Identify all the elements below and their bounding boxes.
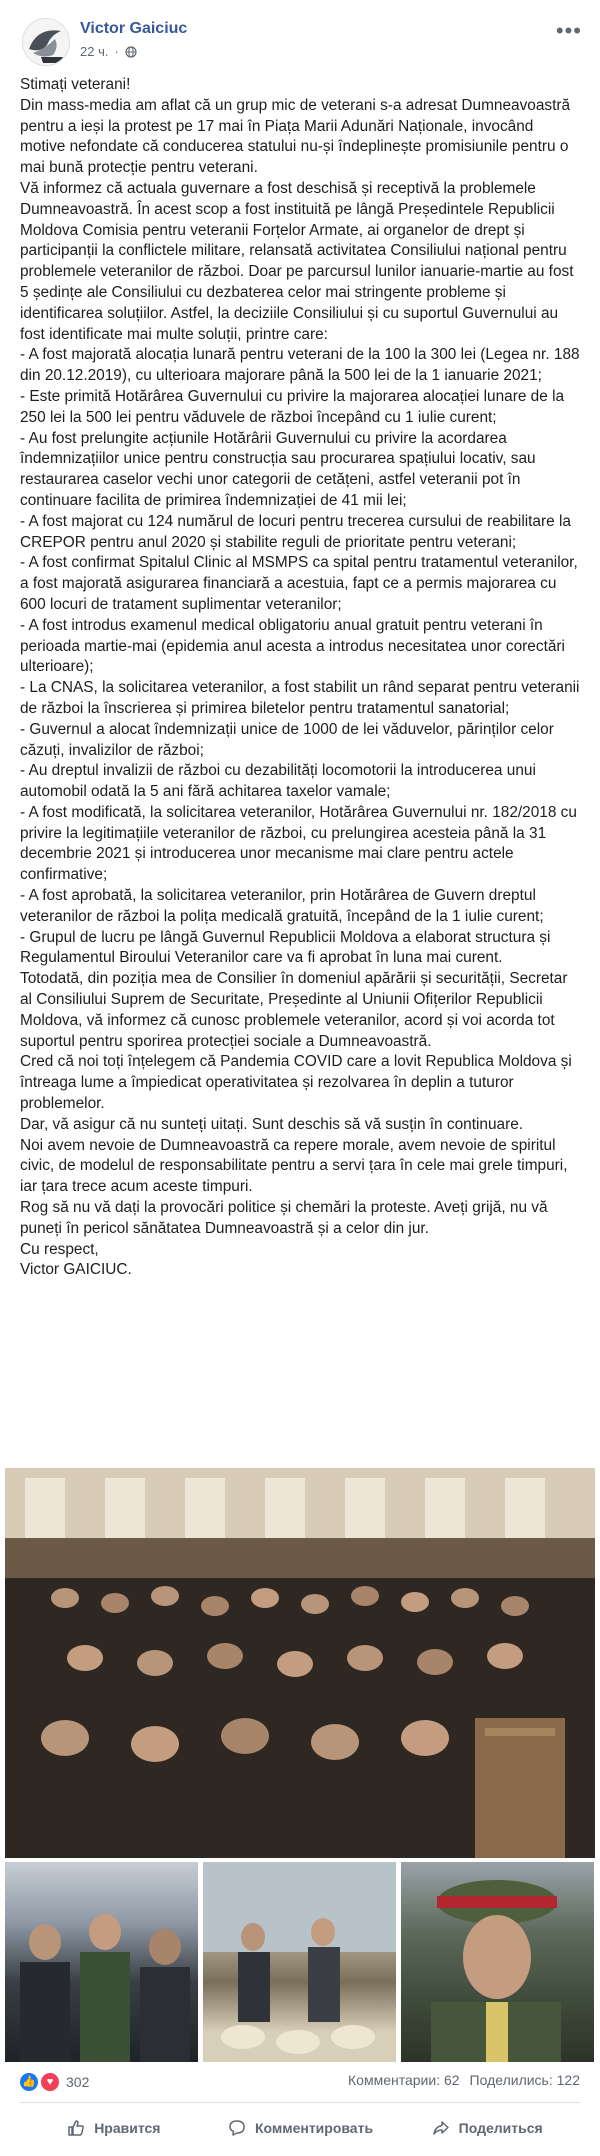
post-paragraph: - Au fost prelungite acțiunile Hotărârii Guvernului cu privire la acordarea îndemnizațiilor unice pentru construcția sau procurarea spațiului locativ, sau restaurarea caselor vechi unor categorii de cetățeni, astfel veteranii pot în continuare facilita de primirea îndemnizației de 41 mii lei; (20, 429, 536, 509)
assembly-hall-image (5, 1468, 595, 1858)
post-paragraph: Din mass-media am aflat că un grup mic de veterani s-a adresat Dumneavoastră pentru a ieși la protest pe 17 mai în Piața Marii Adunări Naționale, invocând motive nefondate că conducerea statului nu-și îndeplinește promisiunile pentru o mai bună protecție pentru veterani. (20, 96, 571, 177)
share-icon (431, 2118, 451, 2138)
general-uniform-image (401, 1862, 594, 2062)
actions-divider (20, 2102, 580, 2103)
engagement-counts (348, 2072, 580, 2088)
avatar-emblem-icon (23, 19, 70, 66)
post-paragraph: Cu respect, (20, 1240, 99, 1258)
photo-veterans-outdoor[interactable] (5, 1862, 198, 2062)
like-reaction-icon: 👍 (20, 2073, 38, 2091)
post-paragraph: - A fost aprobată, la solicitarea veteranilor, prin Hotărârea de Guvern dreptul veteranilor de război la polița medicală gratuită, începând de la 1 iulie curent; (20, 887, 544, 925)
photo-aid-packages[interactable] (203, 1862, 396, 2062)
post-paragraph: Cred că noi toți înțelegem că Pandemia COVID care a lovit Republica Moldova și întreaga lume a împiedicat operativitatea și rezolvarea în deplin a tuturor problemelor. (20, 1053, 572, 1113)
like-label: Нравится (94, 2120, 161, 2136)
comment-label: Комментировать (254, 2120, 374, 2136)
photo-assembly-hall[interactable] (5, 1468, 595, 1858)
post-timestamp[interactable]: 22 ч. (80, 44, 109, 59)
veterans-outdoor-image (5, 1862, 198, 2062)
author-name[interactable]: Victor Gaiciuc (80, 20, 188, 37)
post-paragraph: Vă informez că actuala guvernare a fost deschisă și receptivă la problemele Dumneavoastră. În acest scop a fost instituită pe lângă Președintele Republicii Moldova Comisia pentru veteranii Forțelor Armate, ai organelor de drept și participanții la conflictele militare, relansată activitatea Consiliului național pentru problemele veteranilor de război. Doar pe parcursul lunilor ianuarie-martie au fost 5 ședințe ale Consiliului cu dezbaterea celor mai stringente probleme și identificarea soluțiilor. Astfel, la deciziile Consiliului și cu suportul Guvernului au fost identificate mai multe soluții, printre care: (20, 179, 574, 343)
aid-packages-image (203, 1862, 396, 2062)
post-paragraph: - Au dreptul invalizii de război cu dezabilități locomotorii la introducerea unui automobil odată la 5 ani fără achitarea taxelor vamale; (20, 762, 536, 801)
post-paragraph: - A fost confirmat Spitalul Clinic al MSMPS ca spital pentru tratamentul veteranilor, a fost majorată asigurarea financiară a acestuia, fapt ce a permis majorarea cu 600 locuri de tratament suplimentar veteranilor; (20, 554, 578, 613)
post-paragraph: - Este primită Hotărârea Guvernului cu privire la majorarea alocației lunare de la 250 lei la 500 lei pentru văduvele de război începând cu 1 iulie curent; (20, 387, 565, 426)
post-paragraph: Totodată, din poziția mea de Consilier în domeniul apărării și securității, Secretar al Consiliului Suprem de Securitate, Președinte al Uniunii Ofițerilor Republicii Moldova, vă informez că cunosc problemele veteranilor, acord și voi acorda tot suportul pentru sporirea protecției sociale a Dumneavoastră. (20, 970, 568, 1050)
photo-general-uniform[interactable] (401, 1862, 594, 2062)
comment-icon (227, 2118, 247, 2138)
reactions-summary[interactable] (20, 2072, 89, 2092)
love-reaction-icon: ♥ (40, 2072, 60, 2092)
thumbs-up-icon (66, 2118, 86, 2138)
post-paragraph: - La CNAS, la solicitarea veteranilor, a fost stabilit un rând separat pentru veteranii de război la înscrierea și primirea biletelor pentru tratamentul sanatorial; (20, 679, 580, 717)
post-paragraph: Victor GAICIUC. (20, 1261, 132, 1279)
comments-count-link[interactable]: Комментарии: 62 (348, 2072, 460, 2088)
post-paragraph: - A fost introdus examenul medical obligatoriu anual gratuit pentru veterani în perioada martie-mai (epidemia anul acesta a introdus necesitatea unor corectări ulterioare); (20, 616, 565, 676)
globe-icon (125, 46, 137, 58)
shares-count-link[interactable]: Поделились: 122 (469, 2072, 580, 2088)
post-paragraph: - A fost majorat cu 124 numărul de locuri pentru trecerea cursului de reabilitare la CREPOR pentru anul 2020 și stabilite reguli de prioritate pentru veterani; (20, 512, 571, 551)
reactions-count: 302 (66, 2074, 90, 2090)
like-button[interactable] (20, 2108, 207, 2148)
post-paragraph: - A fost majorată alocația lunară pentru veterani de la 100 la 300 lei (Legea nr. 188 din 20.12.2019), cu ulterioara majorare până la 500 lei de la 1 ianuarie 2021; (20, 346, 580, 385)
share-button[interactable] (393, 2108, 580, 2148)
post-meta: 22 ч. · (80, 44, 137, 59)
post-paragraph: Rog să nu vă dați la provocări politice și chemări la proteste. Aveți grijă, nu vă puneți în pericol sănătatea Dumneavoastră și a celor din jur. (20, 1199, 548, 1237)
photo-gallery (5, 1468, 595, 2063)
post-body (20, 75, 580, 1281)
avatar[interactable] (22, 18, 70, 66)
post-paragraph: - Grupul de lucru pe lângă Guvernul Republicii Moldova a elaborat structura și Regulamentul Biroului Veteranilor care va fi aprobat în luna mai curent. (20, 928, 551, 967)
post-paragraph: - Guvernul a alocat îndemnizații unice de 1000 de lei văduvelor, părinților celor căzuți, invalizilor de război; (20, 720, 554, 759)
post-paragraph: Noi avem nevoie de Dumneavoastră ca repere morale, avem nevoie de spiritul civic, de modelul de responsabilitate pentru a servi țara în cele mai grele timpuri, iar țara trece acum aceste timpuri. (20, 1136, 568, 1196)
comment-button[interactable] (207, 2108, 394, 2148)
post-actions (20, 2108, 580, 2148)
post-paragraph: Stimați veterani! (20, 76, 131, 93)
post-paragraph: Dar, vă asigur că nu sunteți uitați. Sunt deschis să vă susțin în continuare. (20, 1115, 524, 1133)
share-label: Поделиться (458, 2120, 543, 2136)
post-paragraph: - A fost modificată, la solicitarea veteranilor, Hotărârea Guvernului nr. 182/2018 cu privire la legitimațiile veteranilor de război, cu prelungirea acesteia până la 31 decembrie 2021 și introducerea unor mecanisme mai clare pentru actele confirmative; (20, 803, 577, 884)
post-header (0, 0, 600, 64)
more-options-icon[interactable]: ••• (555, 18, 582, 43)
post-stats (20, 2072, 580, 2096)
